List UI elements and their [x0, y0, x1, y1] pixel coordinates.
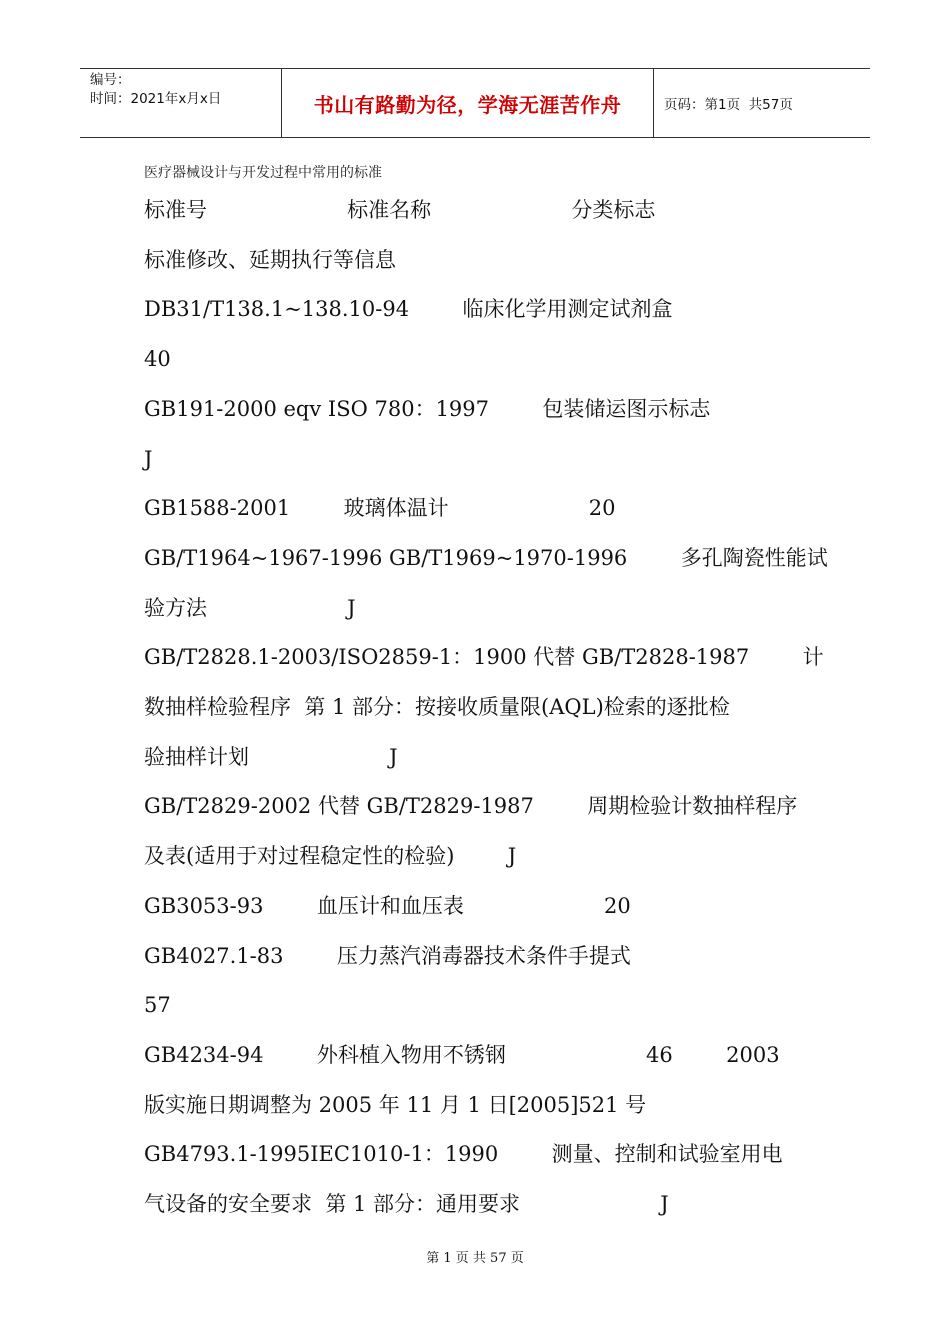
text-line: J — [144, 446, 153, 471]
text-line: GB191-2000 eqv ISO 780：1997 包装储运图示标志 — [144, 396, 711, 421]
time-label: 时间：2021年x月x日 — [90, 91, 222, 107]
text-line: GB3053-93 血压计和血压表 20 — [144, 893, 631, 918]
text-line: 57 — [144, 993, 171, 1018]
text-line: GB4027.1-83 压力蒸汽消毒器技术条件手提式 — [144, 943, 631, 968]
text-line: 气设备的安全要求 第 1 部分：通用要求 J — [144, 1192, 669, 1216]
text-line: 及表(适用于对过程稳定性的检验) J — [144, 844, 517, 869]
text-line: GB/T2829-2002 代替 GB/T2829-1987 周期检验计数抽样程序 — [144, 794, 798, 819]
serial-label: 编号： — [90, 72, 131, 88]
document-title: 医疗器械设计与开发过程中常用的标准 — [144, 165, 382, 181]
text-line: 40 — [144, 347, 171, 372]
text-line: 验方法 J — [144, 595, 356, 620]
text-line: 验抽样计划 J — [144, 744, 398, 769]
text-line: GB4234-94 外科植入物用不锈钢 46 2003 — [144, 1042, 780, 1067]
text-line: 标准号 标准名称 分类标志 — [144, 198, 656, 222]
text-line: GB1588-2001 玻璃体温计 20 — [144, 496, 616, 521]
text-line: GB4793.1-1995IEC1010-1：1990 测量、控制和试验室用电 — [144, 1142, 783, 1167]
text-line: 版实施日期调整为 2005 年 11 月 1 日[2005]521 号 — [144, 1092, 647, 1117]
text-line: 数抽样检验程序 第 1 部分：按接收质量限(AQL)检索的逐批检 — [144, 695, 730, 719]
page-info: 页码：第1页 共57页 — [664, 97, 793, 113]
header-page-cell — [654, 69, 870, 137]
motto-text: 书山有路勤为径，学海无涯苦作舟 — [313, 92, 622, 117]
text-line: 标准修改、延期执行等信息 — [144, 247, 396, 272]
header-meta — [80, 69, 282, 137]
page-footer: 第 1 页 共 57 页 — [426, 1251, 524, 1266]
text-line: GB/T1964~1967-1996 GB/T1969~1970-1996 多孔陶瓷性能试 — [144, 545, 828, 570]
text-line: GB/T2828.1-2003/ISO2859-1：1900 代替 GB/T2828-1987 计 — [144, 645, 824, 670]
page-header — [80, 68, 870, 138]
header-motto-cell — [282, 69, 654, 137]
text-line: DB31/T138.1~138.10-94 临床化学用测定试剂盒 — [144, 297, 673, 322]
